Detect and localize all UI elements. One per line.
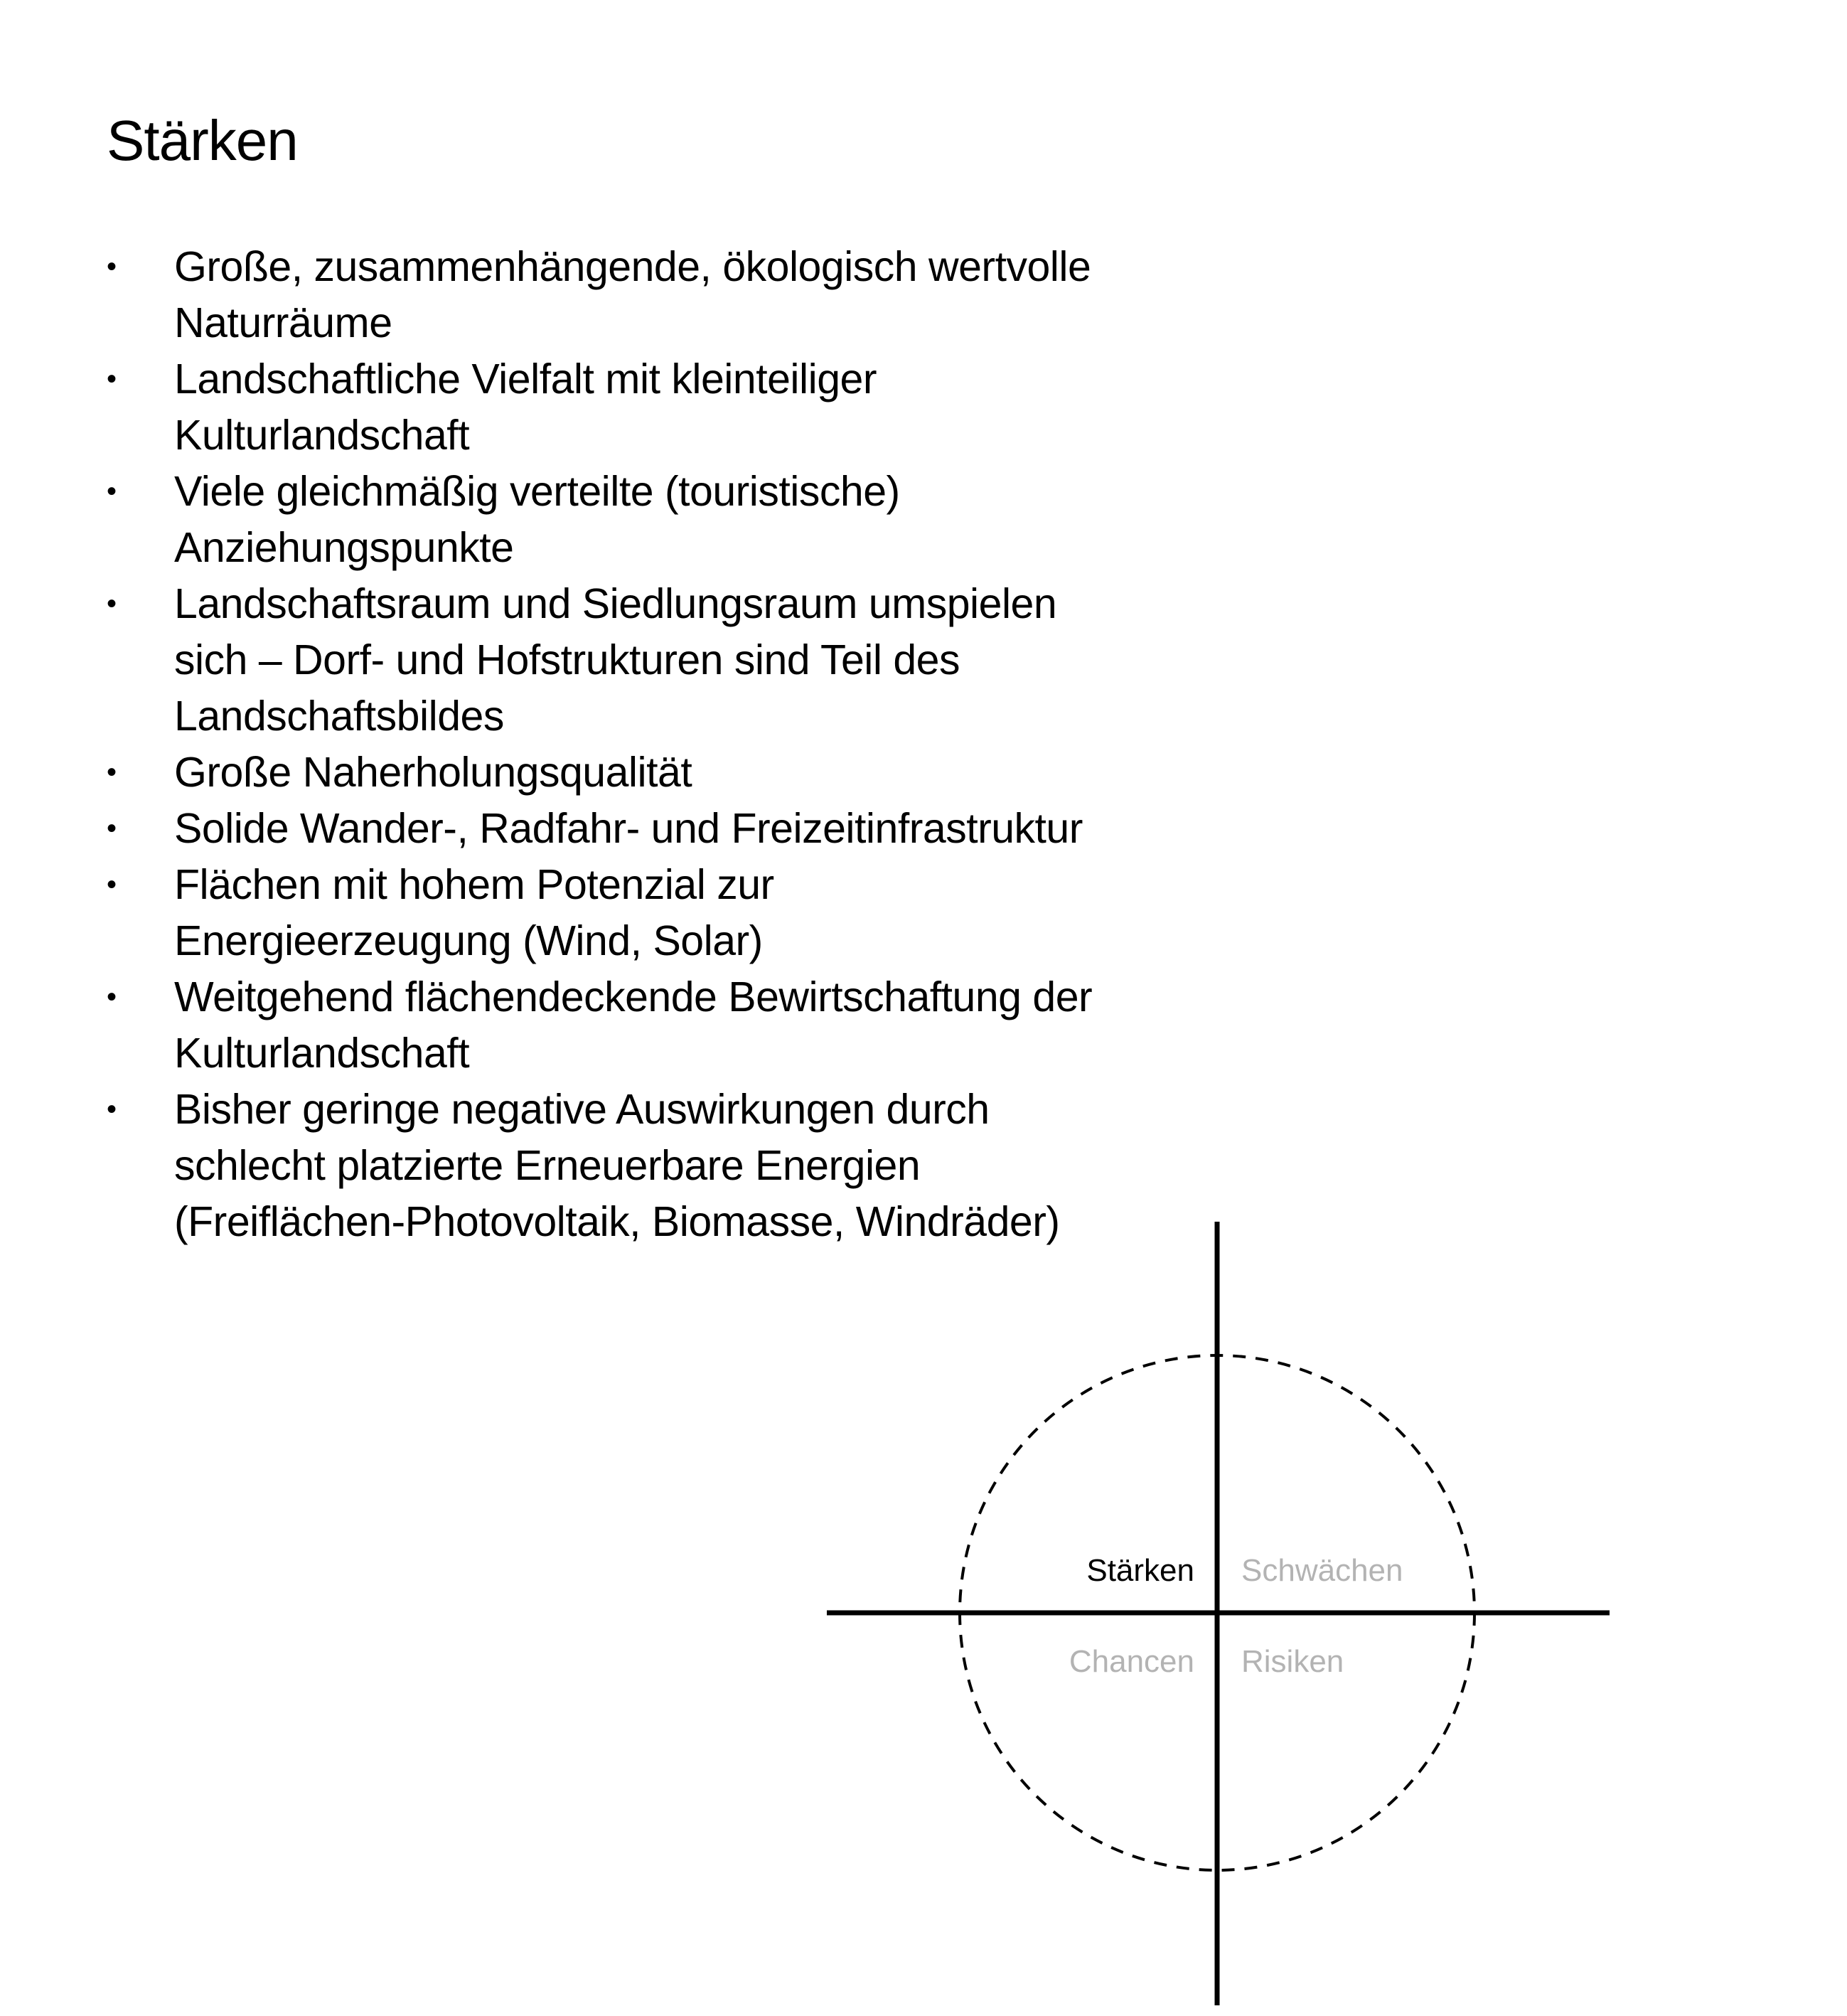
strengths-list: [107, 239, 1116, 1250]
swot-label-threats: Risiken: [1241, 1644, 1344, 1679]
swot-label-weaknesses: Schwächen: [1241, 1553, 1403, 1588]
list-item-text: Weitgehend flächendeckende Bewirtschaftung der Kulturlandschaft: [174, 974, 1093, 1077]
swot-label-strengths: Stärken: [1086, 1553, 1194, 1588]
list-item: [107, 576, 1116, 745]
bullet-icon: •: [107, 813, 117, 844]
list-item: [107, 857, 1116, 969]
bullet-icon: •: [107, 1094, 117, 1125]
bullet-icon: •: [107, 757, 117, 788]
list-item-text: Solide Wander-, Radfahr- und Freizeitinfrastruktur: [174, 805, 1083, 852]
bullet-icon: •: [107, 981, 117, 1013]
bullet-icon: •: [107, 869, 117, 900]
list-item: [107, 1082, 1116, 1250]
bullet-icon: •: [107, 588, 117, 619]
list-item-text: Große, zusammenhängende, ökologisch wertvolle Naturräume: [174, 243, 1091, 346]
list-item: [107, 351, 1116, 464]
swot-label-opportunities: Chancen: [1069, 1644, 1194, 1679]
page-title: Stärken: [107, 109, 298, 172]
list-item: [107, 801, 1116, 857]
swot-dashed-circle: [960, 1355, 1474, 1870]
list-item: [107, 464, 1116, 576]
list-item-text: Große Naherholungsqualität: [174, 749, 692, 796]
list-item: [107, 239, 1116, 351]
list-item-text: Viele gleichmäßig verteilte (touristische) Anziehungspunkte: [174, 468, 900, 571]
bullet-icon: •: [107, 476, 117, 507]
list-item-text: Flächen mit hohem Potenzial zur Energieerzeugung (Wind, Solar): [174, 861, 774, 964]
list-item: [107, 745, 1116, 801]
list-item-text: Bisher geringe negative Auswirkungen durch schlecht platzierte Erneuerbare Energien (Freiflächen-Photovoltaik, Biomasse, Windräder): [174, 1086, 1060, 1245]
list-item-text: Landschaftliche Vielfalt mit kleinteiliger Kulturlandschaft: [174, 356, 877, 459]
bullet-icon: •: [107, 363, 117, 395]
list-item-text: Landschaftsraum und Siedlungsraum umspielen sich – Dorf- und Hofstrukturen sind Teil des Landschaftsbildes: [174, 580, 1057, 740]
bullet-icon: •: [107, 251, 117, 282]
list-item: [107, 969, 1116, 1082]
